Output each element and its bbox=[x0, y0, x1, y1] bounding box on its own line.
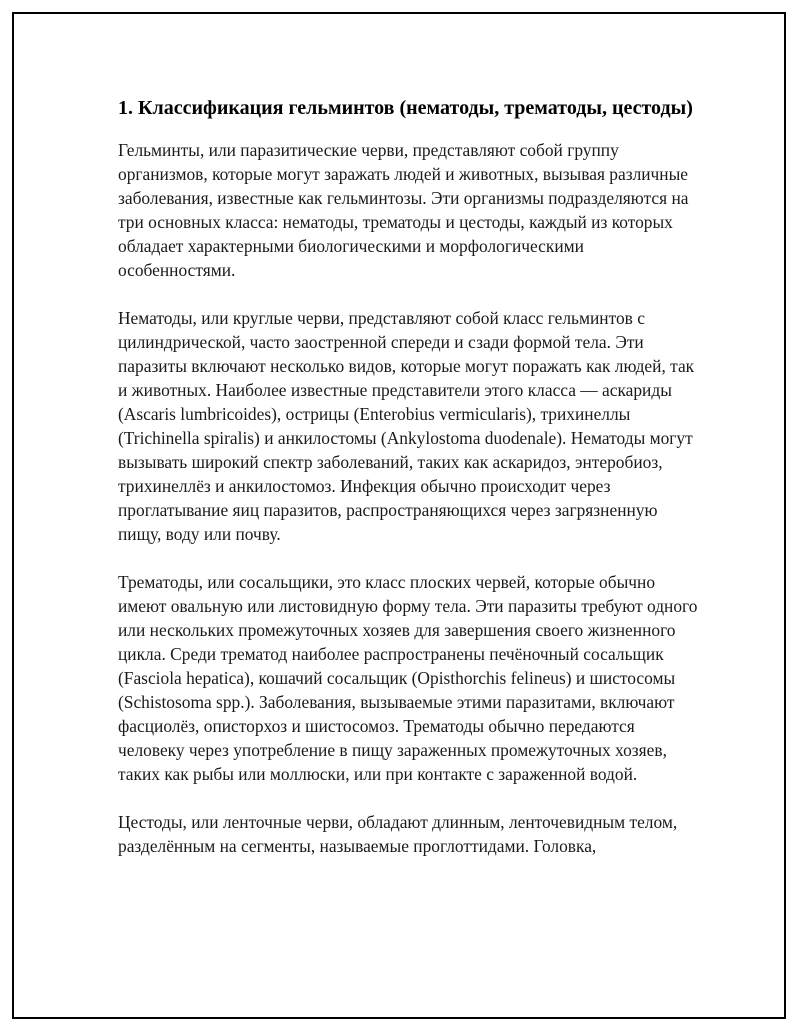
section-heading: 1. Классификация гельминтов (нематоды, трематоды, цестоды) bbox=[118, 97, 693, 119]
paragraph-cestodes: Цестоды, или ленточные черви, обладают длинным, ленточевидным телом, разделённым на сегменты, называемые проглоттидами. Головка, bbox=[118, 812, 678, 856]
paragraph-helminths-intro: Гельминты, или паразитические черви, представляют собой группу организмов, которые могут заражать людей и животных, вызывая различные заболевания, известные как гельминтозы. Эти организмы подразделяются на три основных класса: нематоды, трематоды и цестоды, каждый из которых обладает характерными биологическими и морфологическими особенностями. bbox=[118, 140, 689, 280]
paragraph-trematodes: Трематоды, или сосальщики, это класс плоских червей, которые обычно имеют овальную или листовидную форму тела. Эти паразиты требуют одного или нескольких промежуточных хозяев для завершения своего жизненного цикла. Среди трематод наиболее распространены печёночный сосальщик (Fasciola hepatica), кошачий сосальщик (Opisthorchis felineus) и шистосомы (Schistosoma spp.). Заболевания, вызываемые этими паразитами, включают фасциолёз, описторхоз и шистосомоз. Трематоды обычно передаются человеку через употребление в пищу зараженных промежуточных хозяев, таких как рыбы или моллюски, или при контакте с зараженной водой. bbox=[118, 572, 698, 784]
paragraph-nematodes: Нематоды, или круглые черви, представляют собой класс гельминтов с цилиндрической, часто заостренной спереди и сзади формой тела. Эти паразиты включают несколько видов, которые могут поражать как людей, так и животных. Наиболее известные представители этого класса — аскариды (Ascaris lumbricoides), острицы (Enterobius vermicularis), трихинеллы (Trichinella spiralis) и анкилостомы (Ankylostoma duodenale). Нематоды могут вызывать широкий спектр заболеваний, таких как аскаридоз, энтеробиоз, трихинеллёз и анкилостомоз. Инфекция обычно происходит через проглатывание яиц паразитов, распространяющихся через загрязненную пищу, воду или почву. bbox=[118, 308, 695, 544]
document-page bbox=[12, 12, 786, 1019]
document-body bbox=[118, 94, 703, 882]
